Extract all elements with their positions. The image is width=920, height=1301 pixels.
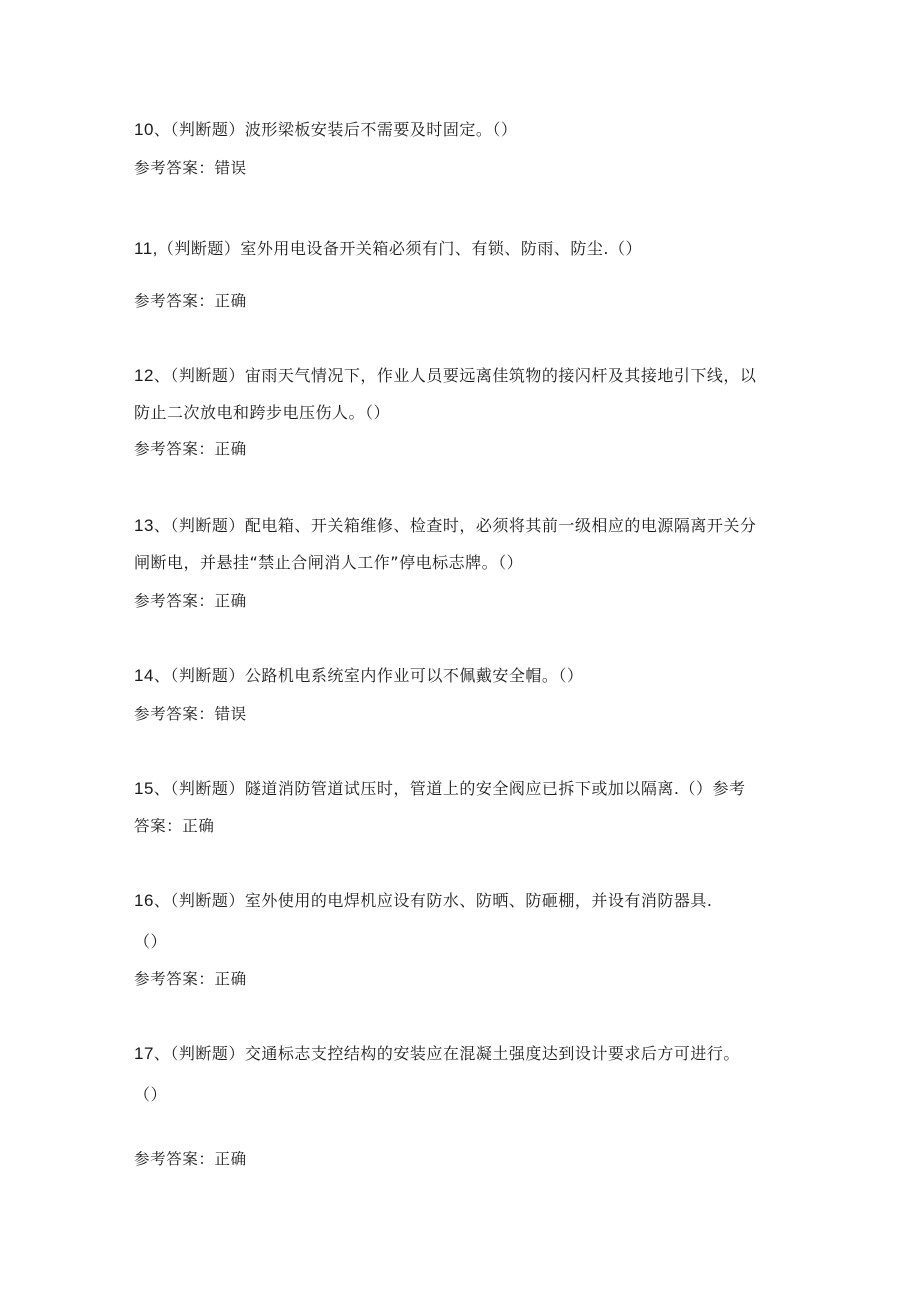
question-text: （判断题）室外用电设备开关箱必须有门、有锁、防雨、防尘.（）	[157, 239, 642, 258]
question-text: 、（判断题）配电箱、开关箱维修、检查时，必须将其前一级相应的电源隔离开关分	[153, 516, 757, 535]
question-15-continued: 答案：正确	[134, 817, 215, 835]
question-text: 、（判断题）交通标志支控结构的安装应在混凝土强度达到设计要求后方可进行。	[153, 1044, 740, 1063]
question-text: 、（判断题）宙雨天气情况下，作业人员要远离佳筑物的接闪杆及其接地引下线，以	[153, 366, 757, 385]
question-text: 、（判断题）公路机电系统室内作业可以不佩戴安全帽。（）	[153, 666, 584, 685]
question-12-continued: 防止二次放电和跨步电压伤人。（）	[134, 403, 391, 422]
question-number: 15	[134, 779, 154, 798]
question-17-continued: （）	[134, 1085, 168, 1104]
answer-11: 参考答案：正确	[134, 292, 247, 310]
answer-14: 参考答案：错误	[134, 705, 247, 723]
question-number: 12	[134, 366, 154, 385]
question-13	[134, 516, 756, 536]
answer-17: 参考答案：正确	[134, 1150, 247, 1168]
question-text: 、（判断题）室外使用的电焊机应设有防水、防晒、防砸棚，并设有消防器具.	[153, 891, 713, 910]
question-17	[134, 1044, 740, 1064]
answer-13: 参考答案：正确	[134, 592, 247, 610]
question-number: 14	[134, 666, 154, 685]
question-number: 17	[134, 1044, 154, 1063]
question-14	[134, 666, 583, 686]
question-13-continued: 闸断电，并悬挂“禁止合闸消人工作”停电标志牌。（）	[134, 553, 524, 572]
answer-16: 参考答案：正确	[134, 970, 247, 988]
answer-10: 参考答案：错误	[134, 159, 247, 177]
question-text: 、（判断题）波形梁板安装后不需要及时固定。（）	[153, 120, 518, 139]
question-11	[134, 239, 642, 259]
question-16	[134, 891, 713, 911]
question-number: 13	[134, 516, 154, 535]
answer-12: 参考答案：正确	[134, 440, 247, 458]
question-16-continued: （）	[134, 932, 168, 951]
question-number: 10	[134, 120, 154, 139]
question-text: 、（判断题）隧道消防管道试压时，管道上的安全阀应已拆下或加以隔离.（）参考	[153, 779, 746, 798]
question-10	[134, 120, 517, 140]
question-15	[134, 779, 746, 799]
question-number: 16	[134, 891, 154, 910]
question-12	[134, 366, 756, 386]
question-number: 11,	[134, 239, 158, 258]
